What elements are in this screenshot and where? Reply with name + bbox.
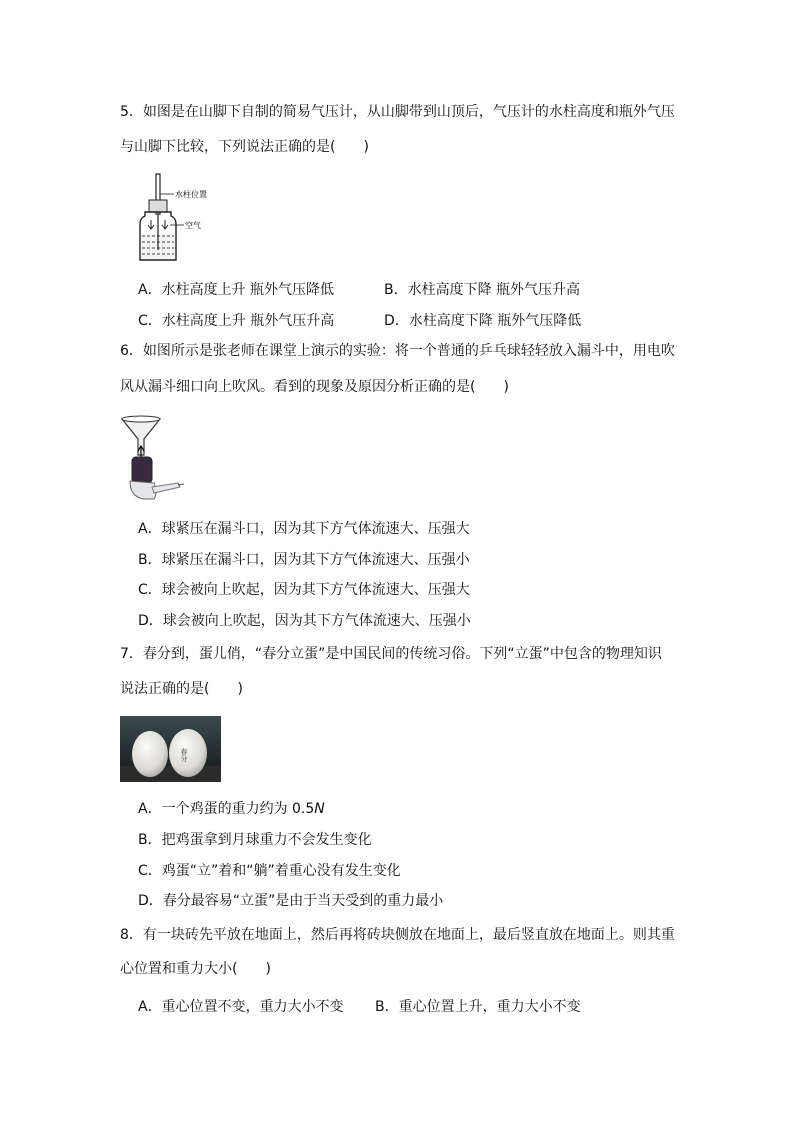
q7-option-a-text: A．一个鸡蛋的重力约为 0.5	[138, 801, 315, 817]
q6-option-b[interactable]: B．球紧压在漏斗口，因为其下方气体流速大、压强小	[138, 552, 470, 568]
q7-option-a[interactable]	[138, 799, 325, 819]
q5-option-c[interactable]: C．水柱高度上升 瓶外气压升高	[138, 313, 335, 329]
q5-option-a[interactable]: A．水柱高度上升 瓶外气压降低	[138, 282, 335, 298]
eggs-photo	[120, 716, 221, 782]
q5-stem-line2: 与山脚下比较，下列说法正确的是( )	[120, 139, 369, 155]
q8-option-b[interactable]: B．重心位置上升，重力大小不变	[375, 999, 581, 1015]
q7-option-d[interactable]: D．春分最容易“立蛋”是由于当天受到的重力最小	[138, 893, 444, 909]
q7-option-c[interactable]: C．鸡蛋“立”着和“躺”着重心没有发生变化	[138, 863, 401, 879]
q6-option-d[interactable]: D．球会被向上吹起，因为其下方气体流速大、压强小	[138, 613, 471, 629]
q7-stem-line2: 说法正确的是( )	[120, 681, 243, 697]
q6-stem-line2: 风从漏斗细口向上吹风。看到的现象及原因分析正确的是( )	[120, 379, 509, 395]
q6-stem-line1: 6．如图所示是张老师在课堂上演示的实验：将一个普通的乒乓球轻轻放入漏斗中，用电吹	[120, 343, 675, 359]
q8-stem-line1: 8．有一块砖先平放在地面上，然后再将砖块侧放在地面上，最后竖直放在地面上。则其重	[120, 927, 675, 943]
q7-option-a-unit: N	[314, 801, 325, 817]
q8-option-a[interactable]: A．重心位置不变，重力大小不变	[138, 999, 344, 1015]
funnel-hairdryer-figure	[118, 413, 188, 503]
q6-option-c[interactable]: C．球会被向上吹起，因为其下方气体流速大、压强大	[138, 582, 470, 598]
q6-option-a[interactable]: A．球紧压在漏斗口，因为其下方气体流速大、压强大	[138, 521, 470, 537]
q5-stem-line1: 5．如图是在山脚下自制的简易气压计，从山脚带到山顶后，气压计的水柱高度和瓶外气压	[120, 104, 675, 120]
q7-option-b[interactable]: B．把鸡蛋拿到月球重力不会发生变化	[138, 832, 372, 848]
q7-stem-line1: 7．春分到，蛋儿俏，“春分立蛋”是中国民间的传统习俗。下列“立蛋”中包含的物理知识	[120, 646, 662, 662]
water-level-label: 水柱位置	[175, 190, 207, 199]
q8-stem-line2: 心位置和重力大小( )	[120, 961, 271, 977]
barometer-figure	[136, 172, 226, 264]
egg-text: 春分	[180, 748, 188, 762]
q5-option-b[interactable]: B．水柱高度下降 瓶外气压升高	[384, 282, 581, 298]
air-label: 空气	[185, 221, 201, 230]
q5-option-d[interactable]: D．水柱高度下降 瓶外气压降低	[384, 313, 582, 329]
